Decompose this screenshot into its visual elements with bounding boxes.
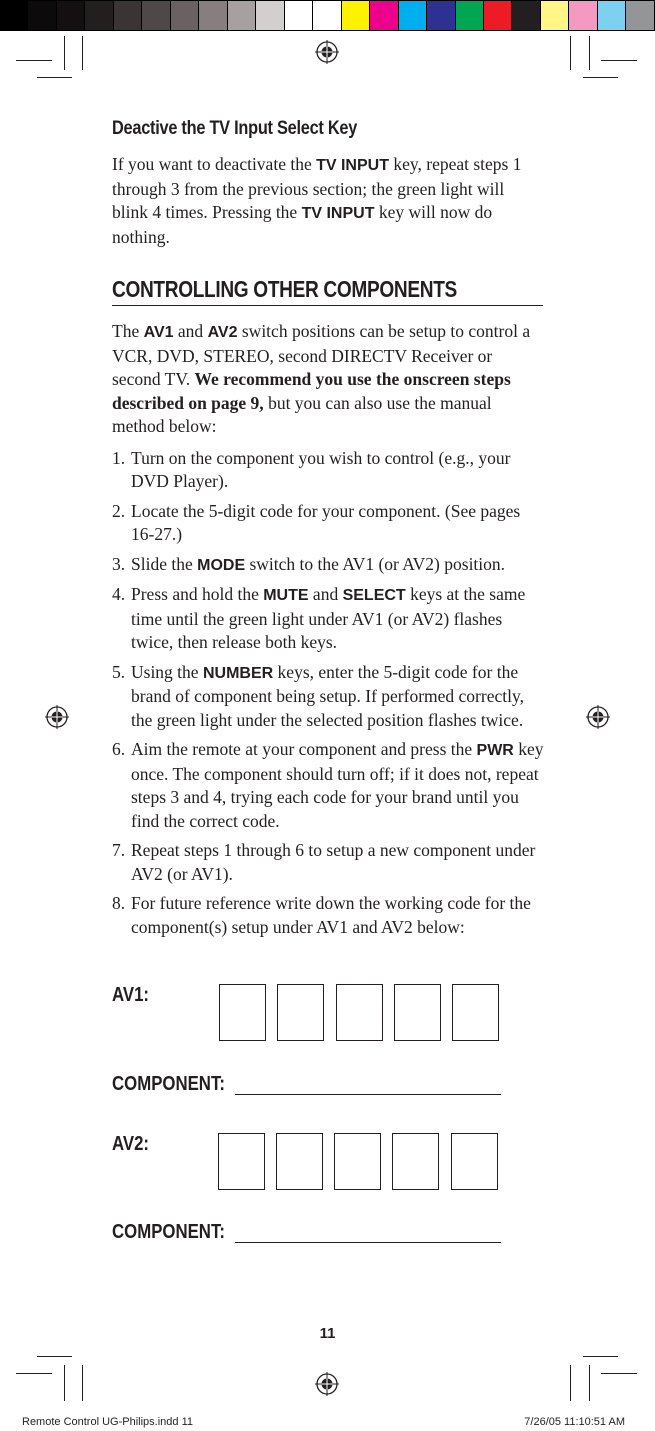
color-calibration-bar (0, 0, 655, 31)
text-run: key will now do nothing. (112, 202, 493, 247)
crop-mark (583, 77, 618, 78)
registration-mark-icon (586, 705, 610, 729)
color-swatch (256, 0, 284, 31)
color-swatch (171, 0, 199, 31)
color-swatch (57, 0, 85, 31)
color-swatch (456, 0, 484, 31)
av2-code-digit-box[interactable] (392, 1133, 439, 1190)
av1-code-digit-box[interactable] (336, 984, 383, 1041)
controlling-body (112, 320, 544, 945)
color-swatch (285, 0, 313, 31)
deactivate-paragraph (112, 153, 544, 249)
av2-code-digit-box[interactable] (218, 1133, 265, 1190)
crop-mark (82, 36, 83, 70)
component-label-2: COMPONENT: (112, 1221, 225, 1243)
color-swatch (512, 0, 540, 31)
av2-code-digit-box[interactable] (276, 1133, 323, 1190)
color-swatch (0, 0, 28, 31)
color-swatch (598, 0, 626, 31)
av2-code-digit-box[interactable] (334, 1133, 381, 1190)
component-label-1: COMPONENT: (112, 1073, 225, 1095)
registration-mark-icon (45, 705, 69, 729)
list-item: 7. Repeat steps 1 through 6 to setup a new component under AV2 (or AV1). (112, 840, 536, 884)
color-swatch (142, 0, 170, 31)
component-2-write-line[interactable] (235, 1242, 501, 1243)
color-swatch (399, 0, 427, 31)
av2-key: AV2 (207, 324, 238, 341)
crop-mark (570, 36, 571, 70)
pwr-key: PWR (476, 742, 514, 759)
av2-code-digit-box[interactable] (451, 1133, 498, 1190)
list-item: 8. For future reference write down the working code for the component(s) setup under AV1 and AV2 below: (112, 893, 531, 937)
tv-input-key: TV INPUT (316, 157, 389, 174)
color-swatch (342, 0, 370, 31)
section-divider (112, 305, 543, 306)
text-run: key, repeat steps 1 through 3 from the previous section; the green light will blink 4 times. Pressing the (112, 154, 522, 222)
color-swatch (484, 0, 512, 31)
controlling-heading: CONTROLLING OTHER COMPONENTS (112, 276, 457, 302)
crop-mark (82, 1365, 83, 1401)
av1-label: AV1: (112, 984, 150, 1006)
select-key: SELECT (342, 587, 406, 604)
av1-code-digit-box[interactable] (394, 984, 441, 1041)
color-swatch (541, 0, 569, 31)
mode-key: MODE (197, 556, 246, 574)
component-1-write-line[interactable] (235, 1094, 501, 1095)
list-item: 2. Locate the 5-digit code for your component. (See pages 16-27.) (112, 500, 521, 544)
crop-mark (601, 60, 637, 61)
recommend-note: We recommend you use the onscreen steps described on page 9, (112, 369, 511, 413)
list-item: 1. Turn on the component you wish to control (e.g., your DVD Player). (112, 447, 511, 491)
color-swatch (626, 0, 654, 31)
color-swatch (313, 0, 341, 31)
color-swatch (85, 0, 113, 31)
page-number: 11 (319, 1325, 336, 1342)
av1-code-digit-box[interactable] (219, 984, 266, 1041)
crop-mark (589, 1365, 590, 1401)
number-key: NUMBER (202, 664, 274, 682)
av2-label: AV2: (112, 1133, 150, 1155)
list-item: 3. Slide the MODE switch to the AV1 (or AV2) position. (112, 553, 506, 574)
list-item: 4. Press and hold the MUTE and SELECT keys at the same time until the green light under AV1 (or AV2) flashes twice, then release both keys. (112, 584, 526, 652)
av1-code-digit-box[interactable] (277, 984, 324, 1041)
crop-mark (64, 36, 65, 70)
deactivate-heading: Deactive the TV Input Select Key (112, 118, 358, 139)
color-swatch (427, 0, 455, 31)
crop-mark (16, 1373, 52, 1374)
registration-mark-icon (315, 40, 339, 64)
text-run: If you want to deactivate the (112, 154, 317, 174)
color-swatch (199, 0, 227, 31)
crop-mark (37, 77, 72, 78)
crop-mark (64, 1365, 65, 1401)
registration-mark-icon (315, 1372, 339, 1396)
crop-mark (16, 60, 52, 61)
color-swatch (569, 0, 597, 31)
slug-timestamp: 7/26/05 11:10:51 AM (524, 1416, 625, 1428)
crop-mark (589, 36, 590, 70)
mute-key: MUTE (263, 587, 309, 604)
color-swatch (28, 0, 56, 31)
slug-filename: Remote Control UG-Philips.indd 11 (22, 1416, 193, 1428)
color-swatch (114, 0, 142, 31)
color-swatch (228, 0, 256, 31)
list-item: 5. Using the NUMBER keys, enter the 5-digit code for the brand of component being setup. If performed correctly, the green light under the selected position flashes twice. (112, 661, 524, 730)
color-swatch (370, 0, 398, 31)
list-item: 6. Aim the remote at your component and press the PWR key once. The component should turn off; if it does not, repeat steps 3 and 4, trying each code for your brand until you find the correct code. (112, 739, 544, 831)
crop-mark (583, 1356, 618, 1357)
av1-code-digit-box[interactable] (452, 984, 499, 1041)
steps-list (112, 447, 544, 940)
crop-mark (601, 1373, 637, 1374)
crop-mark (570, 1365, 571, 1401)
crop-mark (37, 1356, 72, 1357)
controlling-intro: The AV1 and AV2 switch positions can be setup to control a VCR, DVD, STEREO, second DIRECTV Receiver or second TV. We recommend you use the onscreen steps described on page 9, but you can also use the manual method below: (112, 321, 531, 436)
av1-key: AV1 (143, 324, 174, 341)
tv-input-key: TV INPUT (301, 205, 375, 222)
